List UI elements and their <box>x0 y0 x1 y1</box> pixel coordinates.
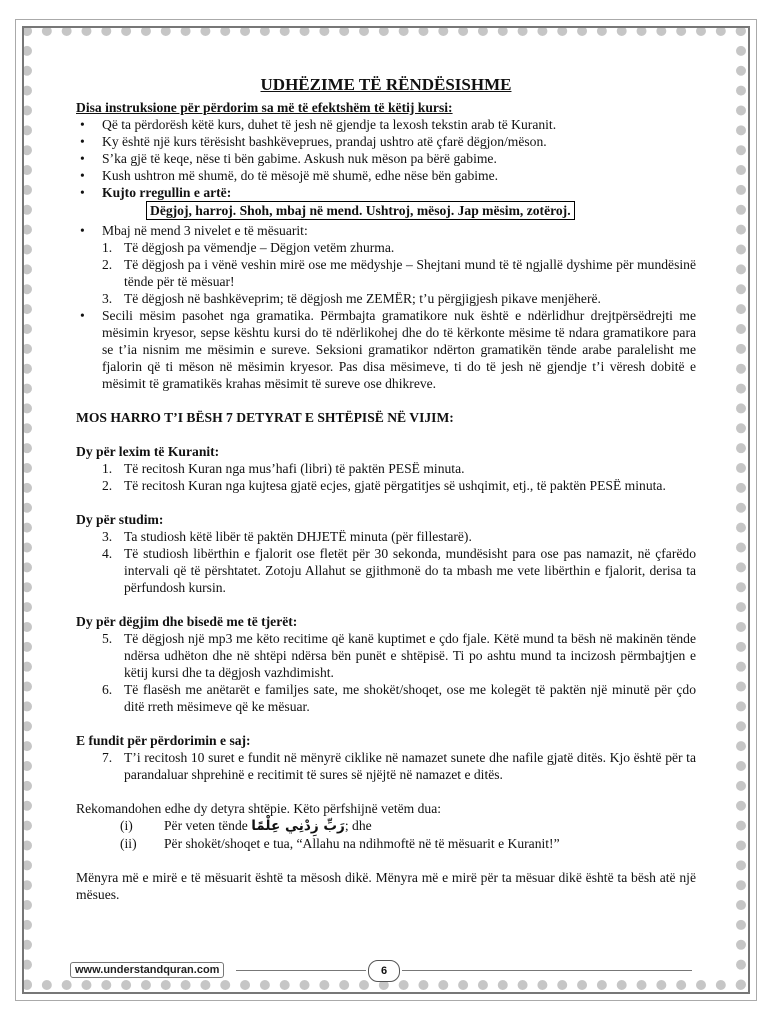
list-item: • Ky është një kurs tërësisht bashkëveprues, prandaj ushtro atë çfarë dëgjon/mëson. <box>102 133 696 150</box>
item-text: T’i recitosh 10 suret e fundit në mënyrë ciklike në namazet sunete dhe nafile gjatë ditës. Kjo është për ta parandaluar shprehinë e recitimit të sures së njëjtë në namazet e ditës. <box>124 750 696 782</box>
footer-divider <box>236 970 366 971</box>
item-number: 2. <box>102 478 113 493</box>
item-text: Të flasësh me anëtarët e familjes sate, me shokët/shoqet, ose me kolegët të paktën një minutë për çdo ditë rreth mësimeve që ke mësuar. <box>124 682 696 714</box>
list-item <box>102 749 696 783</box>
golden-rule-box: Dëgjoj, harroj. Shoh, mbaj në mend. Ushtroj, mësoj. Jap mësim, zotëroj. <box>146 201 575 220</box>
dua-tag: (ii) <box>120 836 137 851</box>
grammar-list <box>76 307 696 392</box>
item-number: 5. <box>102 631 113 646</box>
list-item <box>102 290 696 307</box>
item-text: Të recitosh Kuran nga kujtesa gjatë ecjes, gjatë përgatitjes së ushqimit, etj., të paktën PESË minuta. <box>124 478 666 493</box>
list-item: • S’ka gjë të keqe, nëse ti bën gabime. Askush nuk mëson pa bërë gabime. <box>102 150 696 167</box>
section-list <box>76 528 696 596</box>
list-item <box>102 545 696 596</box>
homework-title: MOS HARRO T’I BËSH 7 DETYRAT E SHTËPISË NË VIJIM: <box>76 410 454 425</box>
list-item <box>102 184 696 201</box>
dua-text: Për veten tënde <box>164 818 252 833</box>
dua-item <box>76 817 696 835</box>
item-text: Të recitosh Kuran nga mus’hafi (libri) të paktën PESË minuta. <box>124 461 465 476</box>
item-text: Ta studiosh këtë libër të paktën DHJETË minuta (për fillestarë). <box>124 529 472 544</box>
item-text: Të studiosh libërthin e fjalorit ose fletët për 30 sekonda, mundësisht para ose pas namazit, në çfarëdo intervali që të përshtatet. Zotoju Allahut se gjithmonë do ta mbash me vete libërthin e fjalorit, derisa ta përfundosh kursin. <box>124 546 696 595</box>
arabic-dua: رَبِّ زِدْنِي عِلْمًا <box>251 818 345 834</box>
page-number: 6 <box>368 960 400 982</box>
item-text: Të dëgjosh pa i vënë veshin mirë ose me mëdyshje – Shejtani mund të të ngjallë dyshime për mundësinë tënde për të mësuar! <box>124 257 696 289</box>
dua-text: Për shokët/shoqet e tua, “Allahu na ndihmoftë në të mësuarit e Kuranit!” <box>164 836 560 851</box>
item-number: 2. <box>102 257 113 272</box>
footer-divider <box>402 970 692 971</box>
list-item <box>102 239 696 256</box>
item-text: Të dëgjosh në bashkëveprim; të dëgjosh me ZEMËR; t’u përgjigjesh pikave menjëherë. <box>124 291 601 306</box>
item-number: 3. <box>102 291 113 306</box>
list-item <box>102 528 696 545</box>
list-item: • Kush ushtron më shumë, do të mësojë më shumë, edhe nëse bën gabime. <box>102 167 696 184</box>
item-number: 7. <box>102 750 113 765</box>
section-list <box>76 749 696 783</box>
list-item <box>102 681 696 715</box>
dua-text-after: ; dhe <box>344 818 372 833</box>
list-item <box>102 630 696 681</box>
section-title: E fundit për përdorimin e saj: <box>76 733 251 748</box>
list-item <box>102 256 696 290</box>
levels-numbered <box>76 239 696 307</box>
list-item <box>102 460 696 477</box>
item-number: 3. <box>102 529 113 544</box>
item-text: Të dëgjosh një mp3 me këto recitime që kanë kuptimet e çdo fjale. Këtë mund ta bësh në makinën tënde ndërsa udhëton dhe në shtëpi ndërsa bën punët e shtëpisë. Ti po ashtu mund ta incizosh përmbajtjen e këtij kursi dhe ta dëgjosh vazhdimisht. <box>124 631 696 680</box>
list-item <box>102 222 696 239</box>
document-body <box>76 76 696 903</box>
item-number: 4. <box>102 546 113 561</box>
golden-rule-label: Kujto rregullin e artë: <box>102 185 232 200</box>
section-list <box>76 460 696 494</box>
dua-tag: (i) <box>120 818 133 833</box>
footer-url-link[interactable]: www.understandquran.com <box>70 962 224 978</box>
item-number: 1. <box>102 461 113 476</box>
instructions-list <box>76 116 696 201</box>
item-number: 6. <box>102 682 113 697</box>
intro-heading: Disa instruksione për përdorim sa më të efektshëm të këtij kursi: <box>76 100 453 115</box>
closing-text: Mënyra më e mirë e të mësuarit është ta mësosh dikë. Mënyra më e mirë për ta mësuar dikë është ta bësh atë një mësues. <box>76 870 696 902</box>
list-item: • Që ta përdorësh këtë kurs, duhet të jesh në gjendje ta lexosh tekstin arab të Kuranit. <box>102 116 696 133</box>
list-item <box>102 477 696 494</box>
levels-list <box>76 222 696 239</box>
recommend-text: Rekomandohen edhe dy detyra shtëpie. Këto përfshijnë vetëm dua: <box>76 801 442 816</box>
item-text: Të dëgjosh pa vëmendje – Dëgjon vetëm zhurma. <box>124 240 395 255</box>
section-title: Dy për lexim të Kuranit: <box>76 444 220 459</box>
section-title: Dy për studim: <box>76 512 164 527</box>
list-item: • Secili mësim pasohet nga gramatika. Përmbajta gramatikore nuk është e ndërlidhur drejtpërsëdrejti me mësimin kryesor, sepse kështu kursi do të ndërlikohej dhe do të kërkonte mësime të ndara gramatikore para se t’ia nisnim me mësimin e sureve. Seksioni gramatikor ndërton gramatikën tënde arabe paralelisht me fjalorin që ti mëson në mësimin kryesor. Pas disa mësimeve, ti do të jesh në gjendje t’i vëresh dobitë e mësimit të gramatikës krahas mësimit të sureve ose dhikreve. <box>102 307 696 392</box>
levels-intro: Mbaj në mend 3 nivelet e të mësuarit: <box>102 223 308 238</box>
page-title: UDHËZIME TË RËNDËSISHME <box>260 75 512 94</box>
section-list <box>76 630 696 715</box>
section-title: Dy për dëgjim dhe bisedë me të tjerët: <box>76 614 298 629</box>
item-number: 1. <box>102 240 113 255</box>
dua-item <box>76 835 696 852</box>
